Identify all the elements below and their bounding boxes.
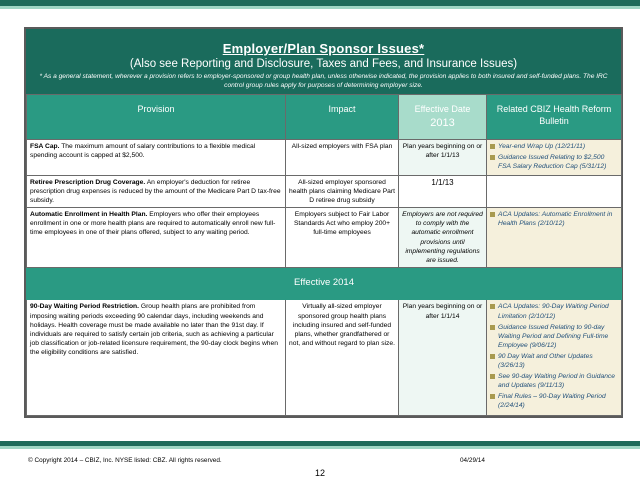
bulletin-item[interactable] bbox=[490, 142, 618, 151]
footer-date: 04/29/14 bbox=[460, 457, 485, 464]
page-subtitle: (Also see Reporting and Disclosure, Taxes and Fees, and Insurance Issues) bbox=[129, 58, 518, 70]
provision-title: Automatic Enrollment in Health Plan. bbox=[30, 211, 148, 219]
bulletin-item[interactable] bbox=[490, 210, 618, 228]
col-provision: Provision bbox=[27, 95, 286, 140]
col-effective-label: Effective Date bbox=[414, 104, 471, 115]
provision-cell bbox=[27, 140, 286, 176]
provision-title: Retiree Prescription Drug Coverage. bbox=[30, 179, 146, 187]
issues-table-frame bbox=[24, 27, 623, 418]
bulletin-cell bbox=[487, 176, 622, 208]
col-related-bulletin: Related CBIZ Health Reform Bulletin bbox=[487, 95, 622, 140]
provision-text: Employers who offer their employees enrollment in one or more health plans are required to automatically enroll new full-time employees in one of their plans offered, subject to any waiting period. bbox=[30, 211, 276, 237]
column-header-row bbox=[27, 95, 622, 140]
top-accent-stripe-light bbox=[0, 6, 640, 9]
date-cell: Plan years beginning on or after 1/1/13 bbox=[399, 140, 487, 176]
provision-cell bbox=[27, 300, 286, 416]
bullet-square-icon bbox=[490, 374, 495, 379]
header-note: * As a general statement, wherever a provision refers to employer-sponsored or group health plan, unless otherwise indicated, the provision applies to both insured and self-funded plans. The IRC control group rules apply for purposes of determining employer size. bbox=[39, 73, 608, 89]
bulletin-link[interactable]: Year-end Wrap Up (12/21/11) bbox=[498, 143, 586, 151]
table-row bbox=[27, 176, 622, 208]
impact-cell: All-sized employer sponsored health plans claiming Medicare Part D retiree drug subsidy bbox=[286, 176, 399, 208]
bulletin-link[interactable]: See 90-day Waiting Period in Guidance and Updates (9/11/13) bbox=[498, 372, 615, 389]
col-effective-date bbox=[399, 95, 487, 140]
provision-cell bbox=[27, 176, 286, 208]
col-effective-year: 2013 bbox=[430, 117, 455, 130]
bulletin-link[interactable]: Guidance Issued Relating to 90-day Waiting Period and Defining Full-time Employee (9/06/12) bbox=[498, 323, 609, 349]
provision-text: An employer's deduction for retiree prescription drug expenses is reduced by the amount of the Medicare Part D tax-free subsidy. bbox=[30, 179, 281, 205]
bulletin-link[interactable]: Final Rules – 90-Day Waiting Period (2/24/14) bbox=[498, 392, 606, 409]
bullet-square-icon bbox=[490, 304, 495, 309]
impact-cell: Virtually all-sized employer sponsored group health plans including insured and self-funded plans, whether grandfathered or not, and without regard to plan size. bbox=[286, 300, 399, 416]
bullet-square-icon bbox=[490, 144, 495, 149]
bullet-square-icon bbox=[490, 155, 495, 160]
bulletin-item[interactable] bbox=[490, 323, 618, 350]
page-title: Employer/Plan Sponsor Issues* bbox=[222, 41, 425, 56]
bullet-square-icon bbox=[490, 354, 495, 359]
bulletin-link[interactable]: ACA Updates: Automatic Enrollment in Health Plans (2/10/12) bbox=[498, 211, 613, 228]
bulletin-item[interactable] bbox=[490, 392, 618, 410]
bulletin-item[interactable] bbox=[490, 372, 618, 390]
table-row bbox=[27, 300, 622, 416]
table-header bbox=[26, 29, 621, 94]
bulletin-link[interactable]: Guidance Issued Relating to $2,500 FSA Salary Reduction Cap (5/31/12) bbox=[498, 154, 607, 171]
bulletin-link[interactable]: ACA Updates: 90-Day Waiting Period Limitation (2/10/12) bbox=[498, 303, 609, 320]
bottom-accent-stripe-light bbox=[0, 446, 640, 449]
provision-text: Group health plans are prohibited from imposing waiting periods exceeding 90 calendar days, including weekends and holidays. Health coverage must be made available no later than the 91st day. If individuals are required to satisfy certain job criteria, such as achieving a particular job classification or job-related licensure requirement, the 90-day clock begins when the eligibility conditions are satisfied. bbox=[30, 303, 278, 356]
section-band-2014 bbox=[27, 267, 622, 300]
provision-cell bbox=[27, 208, 286, 267]
table-row bbox=[27, 208, 622, 267]
page-number: 12 bbox=[314, 468, 325, 478]
date-cell: 1/1/13 bbox=[399, 176, 487, 208]
issues-table bbox=[26, 94, 622, 416]
date-cell: Plan years beginning on or after 1/1/14 bbox=[399, 300, 487, 416]
bulletin-cell bbox=[487, 300, 622, 416]
bulletin-link[interactable]: 90 Day Wait and Other Updates (3/26/13) bbox=[498, 352, 593, 369]
bullet-square-icon bbox=[490, 394, 495, 399]
impact-cell: Employers subject to Fair Labor Standards Act who employ 200+ full-time employees bbox=[286, 208, 399, 267]
bulletin-item[interactable] bbox=[490, 153, 618, 171]
bulletin-cell bbox=[487, 140, 622, 176]
section-band-label: Effective 2014 bbox=[27, 267, 622, 300]
bullet-square-icon bbox=[490, 212, 495, 217]
bulletin-item[interactable] bbox=[490, 302, 618, 320]
table-row bbox=[27, 140, 622, 176]
col-impact: Impact bbox=[286, 95, 399, 140]
date-cell: Employers are not required to comply with the automatic enrollment provisions until implementing regulations are issued. bbox=[399, 208, 487, 267]
impact-cell: All-sized employers with FSA plan bbox=[286, 140, 399, 176]
provision-title: FSA Cap. bbox=[30, 143, 60, 151]
provision-title: 90-Day Waiting Period Restriction. bbox=[30, 303, 140, 311]
provision-text: The maximum amount of salary contributions to a flexible medical spending account is capped at $2,500. bbox=[30, 143, 256, 160]
bulletin-cell bbox=[487, 208, 622, 267]
bullet-square-icon bbox=[490, 325, 495, 330]
bulletin-item[interactable] bbox=[490, 352, 618, 370]
footer-copyright: © Copyright 2014 – CBIZ, Inc. NYSE listed: CBZ. All rights reserved. bbox=[28, 457, 222, 464]
